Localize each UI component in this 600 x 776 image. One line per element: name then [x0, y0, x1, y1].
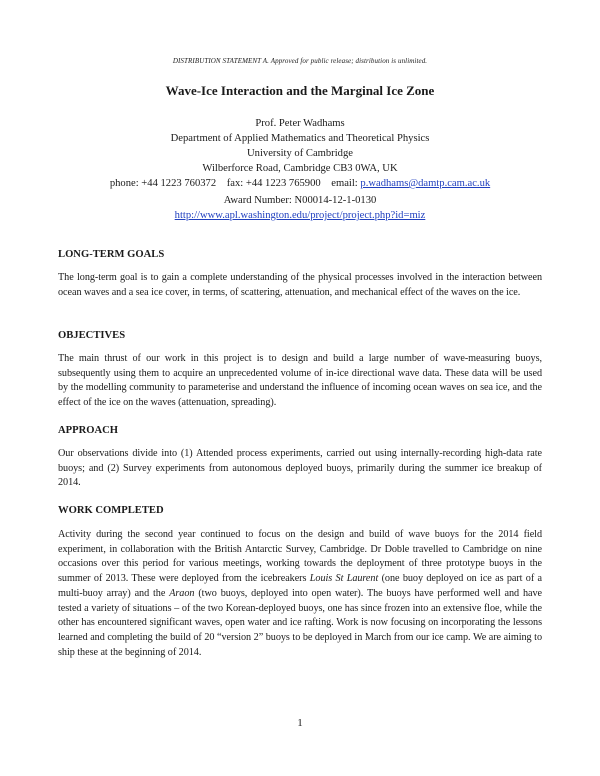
ship-name: Louis St Laurent [309, 573, 379, 585]
section-heading: LONG-TERM GOALS [58, 249, 165, 260]
distribution-statement: DISTRIBUTION STATEMENT A. Approved for public release; distribution is unlimited. [172, 57, 428, 65]
section-approach [58, 425, 542, 491]
section-heading: APPROACH [58, 425, 119, 436]
ship-name: Araon [169, 587, 195, 599]
paragraph-text: (two buoys, deployed into open water). The buoys have performed well and have tested a variety of situations – of the two Korean-deployed buoys, one has since frozen into an extensive floe, while the other has encountered significant waves, open water and ice rafting. Work is now focusing on incorporating the lessons learned and completing the build of 20 “version 2” buoys to be deployed in March from our ice camp. We are aiming to ship these at the beginning of 2014. [58, 587, 542, 658]
author-contact [0, 176, 600, 191]
section-paragraph: Our observations divide into (1) Attended process experiments, carried out using internally-recording high-data rate buoys; and (2) Survey experiments from autonomous deployed buoys, primarily during the summer ice breakup of 2014. [58, 448, 542, 489]
project-url-link[interactable]: http://www.apl.washington.edu/project/project.php?id=miz [174, 210, 426, 221]
section-paragraph: The main thrust of our work in this project is to design and build a large number of wave-measuring buoys, subsequently using them to acquire an unprecedented volume of in-ice directional wave data. These data will be used by the modelling community to parameterise and understand the influence of incoming ocean waves on sea ice, and the effect of the ice on the waves (attenuation, spreading). [58, 353, 542, 409]
section-paragraph: The long-term goal is to gain a complete understanding of the physical processes involved in the interaction between ocean waves and a sea ice cover, in terms, of scattering, attenuation, and mechanical effect of the waves on the ice. [58, 272, 542, 298]
section-paragraph [58, 528, 542, 660]
author-address: Wilberforce Road, Cambridge CB3 0WA, UK [202, 163, 398, 174]
section-goals [58, 249, 542, 300]
author-name: Prof. Peter Wadhams [255, 118, 345, 129]
paper-title: Wave-Ice Interaction and the Marginal Ice Zone [165, 83, 435, 98]
contact-text: phone: +44 1223 760372 fax: +44 1223 765900 email: [109, 178, 361, 189]
page-number: 1 [297, 717, 303, 729]
section-heading: WORK COMPLETED [58, 505, 164, 516]
award-block [0, 193, 600, 223]
section-work-completed [58, 505, 542, 660]
award-number: Award Number: N00014-12-1-0130 [223, 195, 377, 206]
author-department: Department of Applied Mathematics and Theoretical Physics [170, 133, 430, 144]
paragraph-text: (one buoy deployed on ice as part of a multi-buoy array) and the [58, 573, 542, 599]
section-objectives [58, 330, 542, 411]
paragraph-text: Activity during the second year continued to focus on the design and build of wave buoys for the 2014 field experiment, in collaboration with the British Antarctic Survey, Cambridge. Dr Doble travelled to Cambridge on nine occasions over this period for various meetings, working towards the deployment of three prototype buoys in the summer of 2013. These were deployed from the icebreakers [58, 529, 542, 585]
author-block [0, 116, 600, 191]
author-university: University of Cambridge [247, 148, 353, 159]
email-link[interactable]: p.wadhams@damtp.cam.ac.uk [360, 178, 491, 189]
section-heading: OBJECTIVES [58, 330, 126, 341]
